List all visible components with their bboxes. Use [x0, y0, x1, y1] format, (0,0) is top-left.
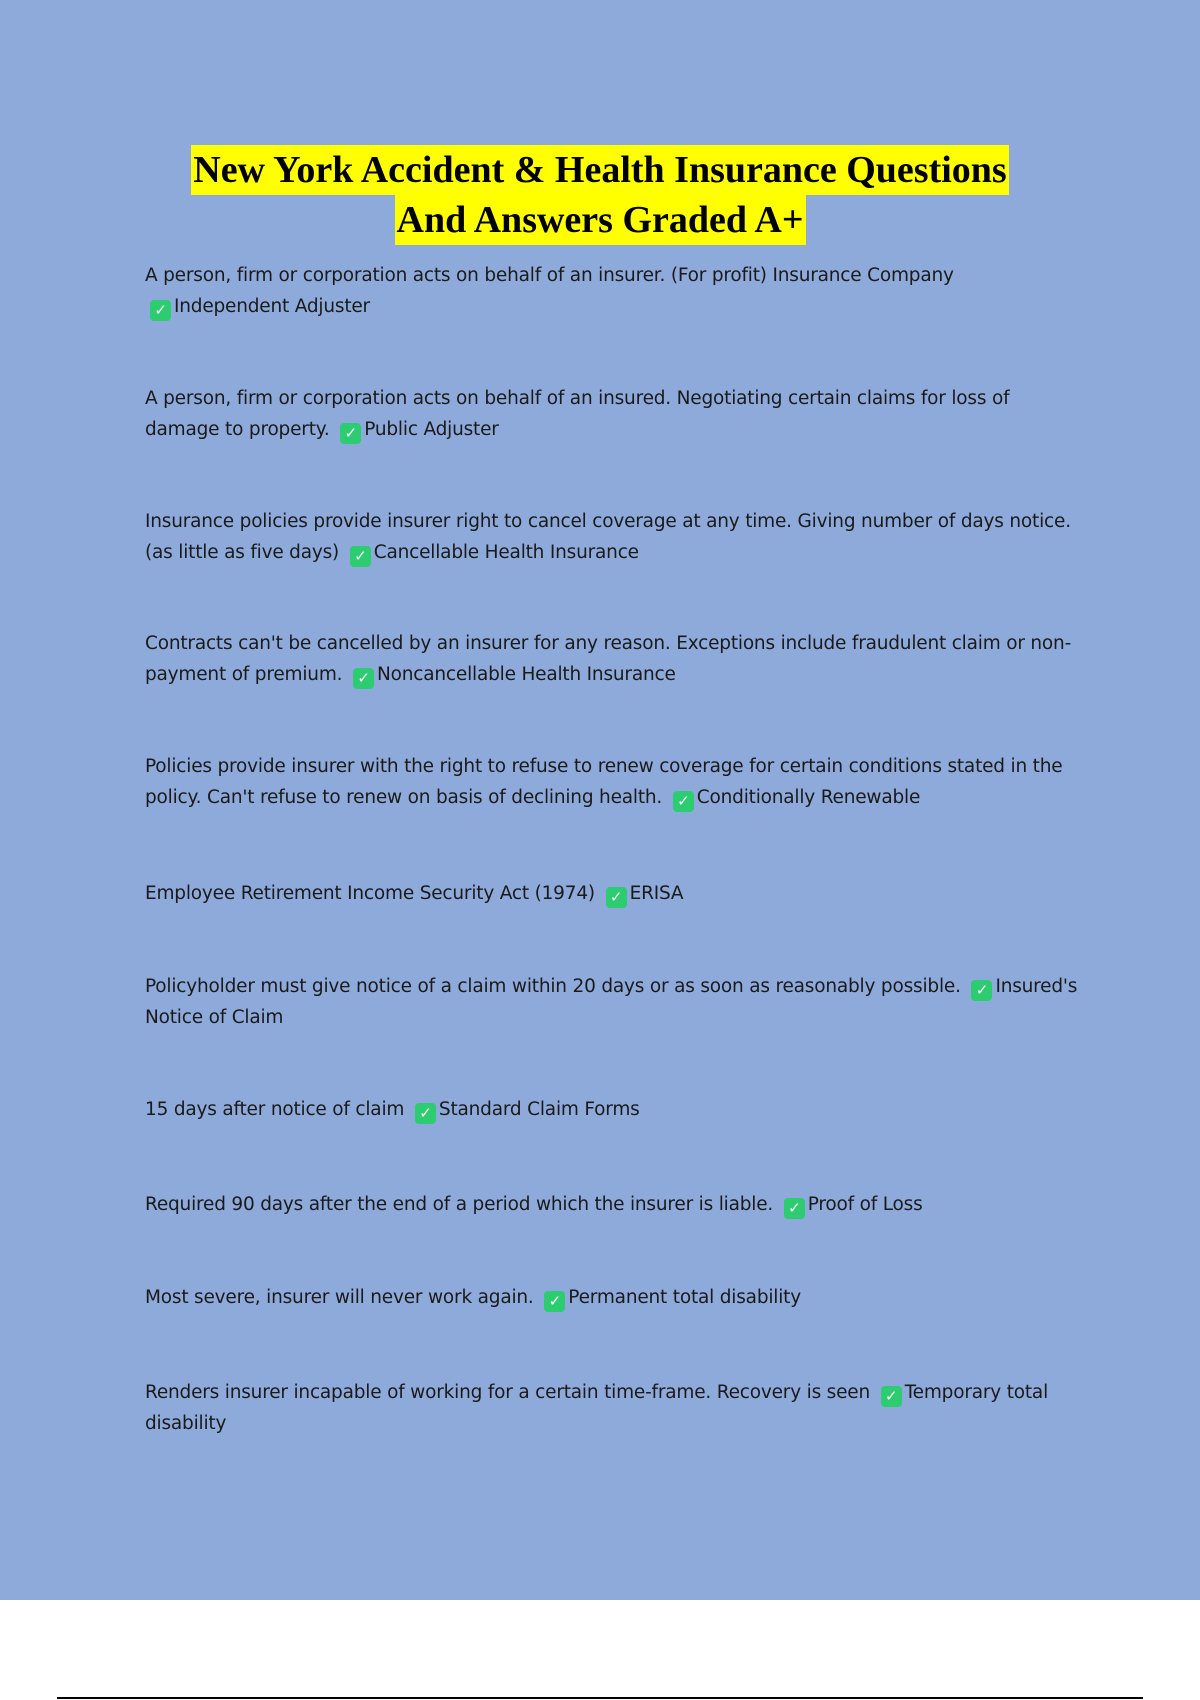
question-text: A person, firm or corporation acts on behalf of an insurer. (For profit) Insurance Company — [145, 265, 954, 286]
answer-text: Proof of Loss — [807, 1194, 923, 1215]
answer-text: Cancellable Health Insurance — [373, 542, 639, 563]
check-mark-icon: ✓ — [415, 1103, 436, 1124]
question-text: A person, firm or corporation acts on behalf of an insured. Negotiating certain claims for loss of damage to property. — [145, 388, 1010, 440]
check-mark-icon: ✓ — [784, 1198, 805, 1219]
check-mark-icon: ✓ — [971, 980, 992, 1001]
check-mark-icon: ✓ — [340, 423, 361, 444]
qa-item-3 — [145, 506, 1085, 568]
question-text: Contracts can't be cancelled by an insurer for any reason. Exceptions include fraudulent claim or non-payment of premium. — [145, 633, 1072, 685]
title-line-2: And Answers Graded A+ — [395, 195, 806, 245]
question-text: 15 days after notice of claim — [145, 1099, 405, 1120]
question-text: Policyholder must give notice of a claim within 20 days or as soon as reasonably possible. — [145, 976, 961, 997]
title-line-1: New York Accident & Health Insurance Questions — [191, 145, 1008, 195]
qa-item-1 — [145, 260, 1085, 322]
answer-text: Public Adjuster — [364, 419, 499, 440]
check-mark-icon: ✓ — [353, 668, 374, 689]
qa-item-7 — [145, 971, 1085, 1033]
answer-text: Conditionally Renewable — [696, 787, 921, 808]
check-mark-icon: ✓ — [606, 887, 627, 908]
answer-text: Permanent total disability — [568, 1287, 801, 1308]
check-mark-icon: ✓ — [881, 1386, 902, 1407]
check-mark-icon: ✓ — [673, 791, 694, 812]
check-mark-icon: ✓ — [544, 1291, 565, 1312]
answer-text: Noncancellable Health Insurance — [377, 664, 676, 685]
answer-text: ERISA — [629, 883, 684, 904]
answer-text: Independent Adjuster — [174, 296, 370, 317]
qa-item-2 — [145, 383, 1085, 445]
question-text: Renders insurer incapable of working for a certain time-frame. Recovery is seen — [145, 1382, 871, 1403]
qa-item-9 — [145, 1189, 1085, 1220]
question-text: Policies provide insurer with the right to refuse to renew coverage for certain conditions stated in the policy. Can't refuse to renew on basis of declining health. — [145, 756, 1063, 808]
footer-divider — [57, 1697, 1143, 1699]
answer-text: Temporary total disability — [145, 1382, 1049, 1434]
question-text: Insurance policies provide insurer right to cancel coverage at any time. Giving number of days notice. (as little as five days) — [145, 511, 1071, 563]
qa-item-11 — [145, 1377, 1085, 1439]
qa-item-4 — [145, 628, 1085, 690]
question-text: Most severe, insurer will never work again. — [145, 1287, 534, 1308]
answer-text: Standard Claim Forms — [438, 1099, 640, 1120]
document-title — [0, 145, 1200, 245]
check-mark-icon: ✓ — [150, 300, 171, 321]
question-text: Required 90 days after the end of a period which the insurer is liable. — [145, 1194, 774, 1215]
qa-item-5 — [145, 751, 1085, 813]
qa-item-8 — [145, 1094, 1085, 1125]
qa-item-10 — [145, 1282, 1085, 1313]
question-text: Employee Retirement Income Security Act (1974) — [145, 883, 595, 904]
check-mark-icon: ✓ — [350, 546, 371, 567]
answer-text: Insured's Notice of Claim — [145, 976, 1078, 1028]
qa-item-6 — [145, 878, 1085, 909]
